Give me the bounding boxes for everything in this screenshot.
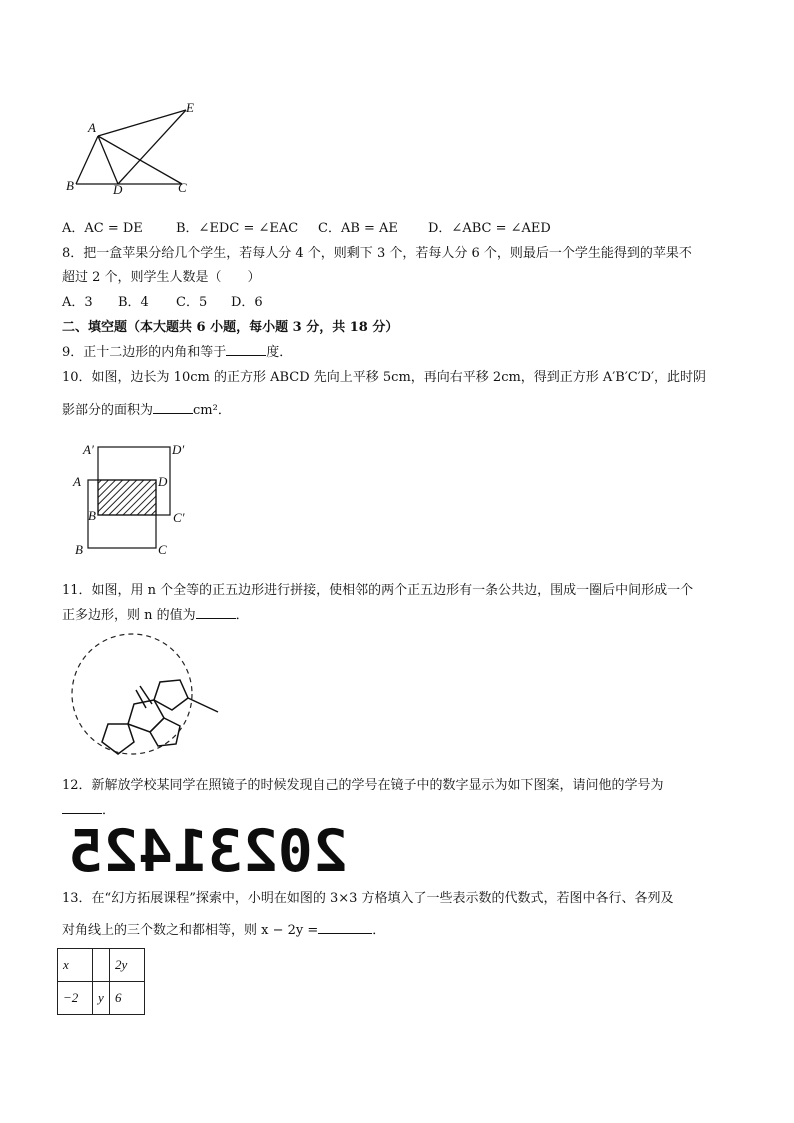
section-title: 二、填空题（本大题共 6 小题，每小题 3 分，共 18 分） bbox=[62, 320, 399, 335]
q8-option-b: B．4 bbox=[118, 295, 149, 310]
q12-answer-blank[interactable] bbox=[62, 801, 102, 814]
table-cell: x bbox=[58, 949, 93, 982]
q8-line2: 超过 2 个，则学生人数是（ ） bbox=[62, 270, 261, 285]
q11-pentagons-figure bbox=[62, 632, 222, 760]
q11-answer-blank[interactable] bbox=[196, 606, 236, 619]
table-cell: 2y bbox=[110, 949, 145, 982]
q10-line2 bbox=[62, 399, 231, 418]
label-D-prime: D′ bbox=[172, 442, 185, 457]
q11-line2 bbox=[62, 604, 249, 623]
mirrored-student-number: 20231425 bbox=[68, 817, 348, 885]
q7-option-c: C．AB = AE bbox=[318, 221, 398, 236]
table-row bbox=[58, 949, 145, 982]
q13-line2a: 对角线上的三个数之和都相等，则 x − 2y = bbox=[62, 923, 319, 938]
q9-answer-blank[interactable] bbox=[226, 343, 266, 356]
label-C-prime: C′ bbox=[173, 510, 185, 525]
q12-line2 bbox=[62, 799, 115, 818]
magic-square-table bbox=[57, 948, 145, 1015]
q9-text-b: 度． bbox=[266, 345, 293, 360]
table-cell: y bbox=[93, 982, 110, 1015]
q9-text bbox=[62, 341, 292, 360]
q11-line1: 11．如图，用 n 个全等的正五边形进行拼接，使相邻的两个正五边形有一条公共边，围成一圈后中间形成一个 bbox=[62, 583, 694, 598]
q7-option-d: D．∠ABC = ∠AED bbox=[428, 221, 551, 236]
table-cell: 6 bbox=[110, 982, 145, 1015]
q10-squares-figure bbox=[70, 440, 200, 560]
label-B: B bbox=[66, 178, 74, 193]
label-E: E bbox=[186, 100, 194, 115]
q13-line1: 13．在“幻方拓展课程”探索中，小明在如图的 3×3 方格填入了一些表示数的代数式，若图中各行、各列及 bbox=[62, 891, 674, 906]
q10-line1: 10．如图，边长为 10cm 的正方形 ABCD 先向上平移 5cm，再向右平移 2cm，得到正方形 A′B′C′D′，此时阴 bbox=[62, 370, 707, 385]
q7-triangle-figure bbox=[62, 98, 202, 198]
label-B-prime: B′ bbox=[88, 508, 99, 523]
q13-answer-blank[interactable] bbox=[318, 921, 372, 934]
q7-option-b: B．∠EDC = ∠EAC bbox=[176, 221, 299, 236]
q7-option-a: A．AC = DE bbox=[62, 221, 143, 236]
q8-option-c: C．5 bbox=[176, 295, 208, 310]
q8-option-d: D．6 bbox=[231, 295, 263, 310]
label-D: D bbox=[158, 474, 168, 489]
q13-line2b: ． bbox=[372, 923, 386, 938]
table-row bbox=[58, 982, 145, 1015]
label-D: D bbox=[113, 182, 123, 197]
table-cell: −2 bbox=[58, 982, 93, 1015]
q12-line1: 12．新解放学校某同学在照镜子的时候发现自己的学号在镜子中的数字显示为如下图案，请问他的学号为 bbox=[62, 778, 664, 793]
table-cell bbox=[93, 949, 110, 982]
q12-line2-end: ． bbox=[102, 803, 116, 818]
label-B: B bbox=[75, 542, 83, 557]
label-C: C bbox=[158, 542, 167, 557]
q11-line2a: 正多边形，则 n 的值为 bbox=[62, 608, 196, 623]
label-A-prime: A′ bbox=[83, 442, 94, 457]
q10-line2b: cm²． bbox=[193, 403, 231, 418]
q10-answer-blank[interactable] bbox=[153, 401, 193, 414]
q9-text-a: 9．正十二边形的内角和等于 bbox=[62, 345, 227, 360]
q8-option-a: A．3 bbox=[62, 295, 93, 310]
q13-line2 bbox=[62, 919, 385, 938]
q8-line1: 8．把一盒苹果分给几个学生，若每人分 4 个，则剩下 3 个，若每人分 6 个，则最后一个学生能得到的苹果不 bbox=[62, 246, 692, 261]
q10-line2a: 影部分的面积为 bbox=[62, 403, 154, 418]
label-C: C bbox=[178, 180, 187, 195]
q11-line2b: ． bbox=[235, 608, 249, 623]
label-A: A bbox=[88, 120, 96, 135]
label-A: A bbox=[73, 474, 81, 489]
